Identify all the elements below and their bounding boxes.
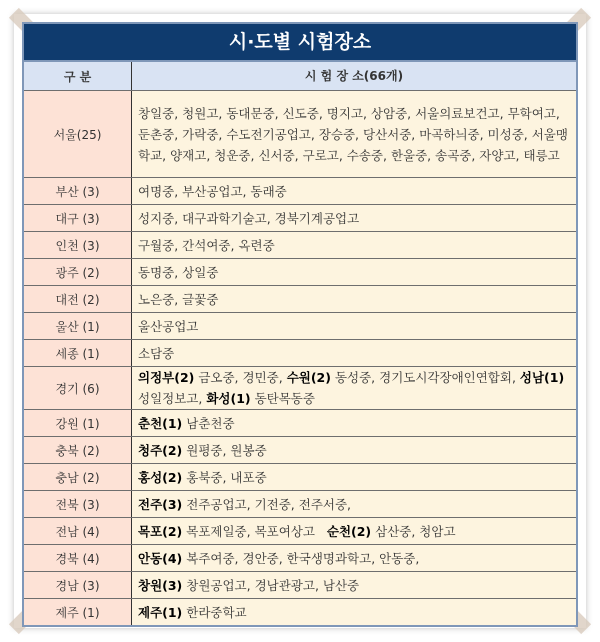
venue-list: 울산공업고 [138, 318, 199, 334]
city-label: 춘천(1) [138, 415, 183, 431]
venues-text [138, 103, 570, 166]
venues-text [138, 262, 218, 283]
region-cell: 울산 (1) [24, 313, 132, 339]
venues-text [138, 440, 267, 461]
venues-cell [132, 286, 576, 312]
table-row [24, 205, 576, 232]
venue-list: 동탄목동중 [250, 391, 315, 406]
venues-text [138, 602, 247, 623]
city-label: 청주(2) [138, 442, 183, 458]
table-row [24, 491, 576, 518]
venues-cell [132, 464, 576, 490]
header-venues: 시 험 장 소(66개) [132, 62, 576, 90]
venues-text [138, 343, 174, 364]
venues-cell [132, 545, 576, 571]
venues-text [138, 289, 218, 310]
venue-list: 삼산중, 청암고 [371, 523, 456, 539]
table-row [24, 410, 576, 437]
region-cell: 제주 (1) [24, 599, 132, 625]
venue-list: 홍북중, 내포중 [182, 469, 267, 485]
venues-cell [132, 518, 576, 544]
venue-list: 남춘천중 [182, 415, 235, 431]
venue-list: 성지중, 대구과학기술고, 경북기계공업고 [138, 210, 360, 226]
table-row [24, 367, 576, 410]
table-row [24, 286, 576, 313]
table-row [24, 518, 576, 545]
venues-text [138, 494, 351, 515]
city-label: 제주(1) [138, 604, 183, 620]
venue-list: 금오중, 경민중, [194, 370, 287, 385]
venues-cell [132, 232, 576, 258]
city-label: 순천(2) [326, 523, 372, 539]
table-body [24, 91, 576, 625]
venues-text [138, 208, 359, 229]
city-label: 화성(1) [206, 391, 251, 406]
region-cell: 대전 (2) [24, 286, 132, 312]
region-cell: 전남 (4) [24, 518, 132, 544]
table-row [24, 545, 576, 572]
venue-list: 소담중 [138, 345, 175, 361]
region-cell: 서울(25) [24, 91, 132, 177]
venue-list: 동명중, 상일중 [138, 264, 219, 280]
table-row [24, 313, 576, 340]
region-cell: 경기 (6) [24, 367, 132, 409]
region-cell: 광주 (2) [24, 259, 132, 285]
venues-text [138, 467, 267, 488]
venue-list: 성일정보고, [138, 370, 569, 406]
table-title: 시·도별 시험장소 [24, 24, 576, 62]
region-cell: 경북 (4) [24, 545, 132, 571]
venues-text [138, 235, 275, 256]
table-row [24, 599, 576, 625]
region-cell: 강원 (1) [24, 410, 132, 436]
region-cell: 세종 (1) [24, 340, 132, 366]
region-cell: 경남 (3) [24, 572, 132, 598]
table-header-row [24, 62, 576, 91]
venue-list: 창원공업고, 경남관광고, 남산중 [182, 577, 360, 593]
region-cell: 부산 (3) [24, 178, 132, 204]
city-label: 성남(1) [519, 370, 565, 385]
city-label: 의정부(2) [138, 370, 195, 385]
venues-text [138, 548, 419, 569]
region-cell: 대구 (3) [24, 205, 132, 231]
venue-list: 구월중, 간석여중, 옥련중 [138, 237, 275, 253]
city-label: 전주(3) [138, 496, 183, 512]
venue-list: 목포제일중, 목포여상고 [182, 523, 327, 539]
table-row [24, 91, 576, 178]
city-label: 수원(2) [286, 370, 331, 385]
venue-list: 여명중, 부산공업고, 동래중 [138, 183, 287, 199]
venues-cell [132, 205, 576, 231]
venues-cell [132, 491, 576, 517]
table-row [24, 464, 576, 491]
region-cell: 충북 (2) [24, 437, 132, 463]
venues-text [138, 521, 456, 542]
header-region: 구 분 [24, 62, 132, 90]
table-row [24, 340, 576, 367]
venues-cell [132, 91, 576, 177]
venues-cell [132, 367, 576, 409]
venues-cell [132, 259, 576, 285]
venues-cell [132, 437, 576, 463]
venue-list: 노은중, 글꽃중 [138, 291, 219, 307]
region-cell: 충남 (2) [24, 464, 132, 490]
venues-cell [132, 572, 576, 598]
venues-cell [132, 599, 576, 625]
table-row [24, 178, 576, 205]
table-row [24, 437, 576, 464]
venues-text [138, 181, 287, 202]
venues-cell [132, 340, 576, 366]
venues-cell [132, 313, 576, 339]
exam-venue-table [22, 22, 578, 627]
table-row [24, 232, 576, 259]
venues-text [138, 413, 235, 434]
region-cell: 인천 (3) [24, 232, 132, 258]
venues-cell [132, 178, 576, 204]
venue-list: 전주공업고, 기전중, 전주서중, [182, 496, 352, 512]
venue-list: 복주여중, 경안중, 한국생명과학고, 안동중, [182, 550, 420, 566]
table-row [24, 572, 576, 599]
venues-text [138, 367, 570, 409]
region-cell: 전북 (3) [24, 491, 132, 517]
city-label: 창원(3) [138, 577, 183, 593]
city-label: 홍성(2) [138, 469, 183, 485]
venue-list: 한라중학교 [182, 604, 247, 620]
city-label: 목포(2) [138, 523, 183, 539]
table-row [24, 259, 576, 286]
venue-list: 창일중, 청원고, 동대문중, 신도중, 명지고, 상암중, 서울의료보건고, 무학여고, 둔촌중, 가락중, 수도전기공업고, 장승중, 당산서중, 마곡하늬중, 미성중, 서울맹학교, 양재고, 청운중, 신서중, 구로고, 수송중, 한울중, 송곡중, 자양고, 태릉고 [138, 105, 568, 163]
venues-text [138, 575, 359, 596]
venues-cell [132, 410, 576, 436]
venues-text [138, 316, 198, 337]
venue-list: 원평중, 원봉중 [182, 442, 267, 458]
venue-list: 동성중, 경기도시각장애인연합회, [330, 370, 520, 385]
city-label: 안동(4) [138, 550, 183, 566]
